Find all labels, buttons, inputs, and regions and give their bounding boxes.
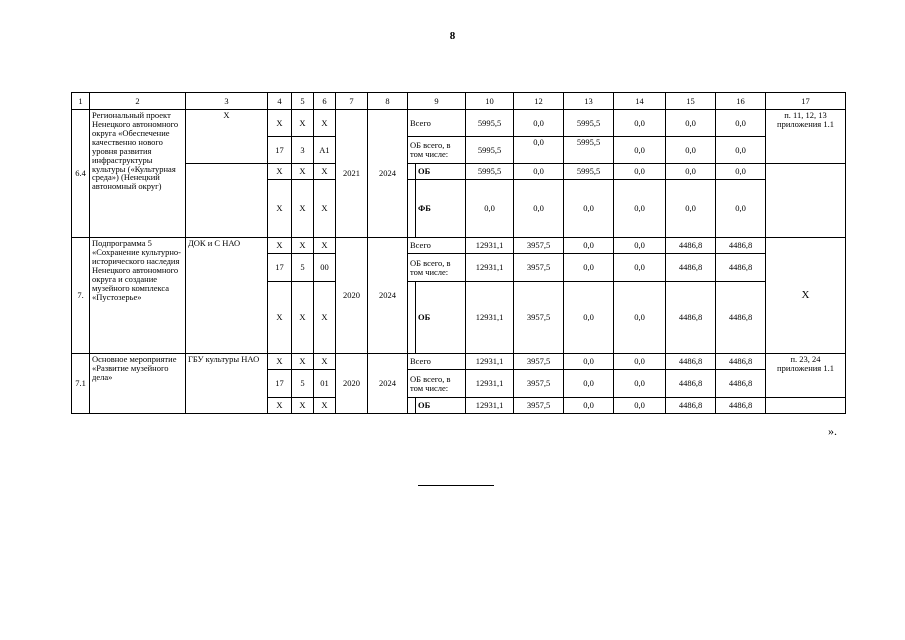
row-executor: ГБУ культуры НАО [186,354,268,414]
header-cell: 8 [368,93,408,110]
cell-v10: 12931,1 [466,370,514,398]
cell-v10: 0,0 [466,180,514,238]
indent-cell [408,398,416,414]
table-row [72,238,846,254]
cell-v16: 4486,8 [716,282,766,354]
cell-v16: 4486,8 [716,370,766,398]
cell-v16: 0,0 [716,110,766,137]
row-name: Основное мероприятие «Развитие музейного дела» [90,354,186,414]
cell-v16: 0,0 [716,137,766,164]
cell-v10: 5995,5 [466,110,514,137]
divider-line [418,485,494,486]
cell-v10: 12931,1 [466,282,514,354]
cell-v12: 0,0 [514,137,564,164]
indent-cell [408,282,416,354]
row-note: Х [766,238,846,354]
cell-label: ФБ [416,180,466,238]
cell-v12: 3957,5 [514,282,564,354]
cell-v10: 12931,1 [466,354,514,370]
cell-v15: 4486,8 [666,238,716,254]
cell-label: ОБ [416,398,466,414]
cell-v16: 4486,8 [716,254,766,282]
cell-v10: 12931,1 [466,254,514,282]
header-cell: 1 [72,93,90,110]
cell-v14: 0,0 [614,282,666,354]
cell-label: ОБ [416,164,466,180]
cell-v10: 12931,1 [466,238,514,254]
cell-c5: Х [292,164,314,180]
cell-v13: 0,0 [564,354,614,370]
cell-label: ОБ всего, в том числе: [408,137,466,164]
cell-v12: 0,0 [514,180,564,238]
cell-c5: Х [292,180,314,238]
cell-v14: 0,0 [614,137,666,164]
row-executor-filler [186,164,268,238]
header-cell: 15 [666,93,716,110]
row-end-year: 2024 [368,238,408,354]
cell-v12: 3957,5 [514,370,564,398]
cell-v14: 0,0 [614,254,666,282]
table-row [72,110,846,137]
row-name: Региональный проект Ненецкого автономного округа «Обеспечение качественно нового уровня развития инфраструктуры культуры («Культурная среда») (Ненецкий автономный округ) [90,110,186,238]
cell-v10: 5995,5 [466,164,514,180]
header-cell: 12 [514,93,564,110]
cell-c6: Х [314,164,336,180]
header-cell: 4 [268,93,292,110]
row-start-year: 2020 [336,354,368,414]
row-note-filler [766,398,846,414]
cell-c4: Х [268,180,292,238]
header-cell: 14 [614,93,666,110]
cell-label: ОБ всего, в том числе: [408,254,466,282]
cell-v14: 0,0 [614,354,666,370]
cell-v15: 0,0 [666,137,716,164]
header-cell: 5 [292,93,314,110]
header-cell: 13 [564,93,614,110]
cell-c5: 3 [292,137,314,164]
row-number: 7. [72,238,90,354]
cell-v12: 3957,5 [514,398,564,414]
cell-c5: Х [292,398,314,414]
cell-v12: 3957,5 [514,238,564,254]
row-note: п. 23, 24 приложения 1.1 [766,354,846,398]
cell-label: Всего [408,354,466,370]
cell-v14: 0,0 [614,110,666,137]
cell-c6: Х [314,354,336,370]
cell-v14: 0,0 [614,164,666,180]
cell-label: Всего [408,238,466,254]
row-start-year: 2020 [336,238,368,354]
cell-v13: 0,0 [564,238,614,254]
cell-v16: 4486,8 [716,398,766,414]
cell-v13: 0,0 [564,254,614,282]
cell-v13: 5995,5 [564,164,614,180]
row-number: 7.1 [72,354,90,414]
closing-quote-mark: ». [828,424,837,438]
cell-v12: 0,0 [514,164,564,180]
cell-v15: 0,0 [666,180,716,238]
row-end-year: 2024 [368,110,408,238]
header-cell: 7 [336,93,368,110]
cell-c6: 00 [314,254,336,282]
cell-v15: 4486,8 [666,254,716,282]
row-number: 6.4 [72,110,90,238]
cell-c4: Х [268,282,292,354]
row-executor: ДОК и С НАО [186,238,268,354]
cell-c4: Х [268,110,292,137]
cell-label: Всего [408,110,466,137]
row-name: Подпрограмма 5 «Сохранение культурно-исторического наследия Ненецкого автономного округа и создание музейного комплекса «Пустозерье» [90,238,186,354]
cell-c5: Х [292,238,314,254]
header-cell: 6 [314,93,336,110]
cell-v14: 0,0 [614,398,666,414]
cell-v10: 5995,5 [466,137,514,164]
cell-c6: Х [314,110,336,137]
cell-c5: 5 [292,254,314,282]
cell-v15: 0,0 [666,164,716,180]
cell-c6: А1 [314,137,336,164]
indent-cell [408,164,416,180]
cell-c4: Х [268,398,292,414]
cell-v15: 0,0 [666,110,716,137]
cell-c4: 17 [268,254,292,282]
program-table [71,92,846,414]
cell-label: ОБ всего, в том числе: [408,370,466,398]
cell-v13: 0,0 [564,370,614,398]
cell-v15: 4486,8 [666,282,716,354]
header-row [72,93,846,110]
row-executor: Х [186,110,268,164]
cell-v16: 0,0 [716,164,766,180]
cell-c5: Х [292,110,314,137]
cell-c6: Х [314,282,336,354]
cell-v15: 4486,8 [666,398,716,414]
cell-c5: Х [292,354,314,370]
header-cell: 2 [90,93,186,110]
row-note-filler [766,164,846,238]
cell-c6: 01 [314,370,336,398]
cell-c6: Х [314,398,336,414]
header-cell: 9 [408,93,466,110]
cell-c4: 17 [268,370,292,398]
cell-v15: 4486,8 [666,370,716,398]
cell-c4: Х [268,354,292,370]
header-cell: 16 [716,93,766,110]
cell-v16: 0,0 [716,180,766,238]
cell-v13: 0,0 [564,398,614,414]
table-row [72,164,846,180]
row-end-year: 2024 [368,354,408,414]
cell-c4: Х [268,238,292,254]
cell-v10: 12931,1 [466,398,514,414]
cell-v14: 0,0 [614,238,666,254]
header-cell: 3 [186,93,268,110]
page-number: 8 [449,30,456,42]
indent-cell [408,180,416,238]
cell-v13: 0,0 [564,180,614,238]
cell-c6: Х [314,180,336,238]
cell-v16: 4486,8 [716,238,766,254]
cell-c4: 17 [268,137,292,164]
cell-c4: Х [268,164,292,180]
cell-v14: 0,0 [614,370,666,398]
row-note: п. 11, 12, 13 приложения 1.1 [766,110,846,164]
cell-v14: 0,0 [614,180,666,238]
cell-v16: 4486,8 [716,354,766,370]
cell-v13: 5995,5 [564,110,614,137]
cell-label: ОБ [416,282,466,354]
header-cell: 17 [766,93,846,110]
header-cell: 10 [466,93,514,110]
cell-v13: 0,0 [564,282,614,354]
table-row [72,354,846,370]
row-start-year: 2021 [336,110,368,238]
cell-v13: 5995,5 [564,137,614,164]
cell-v12: 3957,5 [514,354,564,370]
cell-v12: 0,0 [514,110,564,137]
cell-v15: 4486,8 [666,354,716,370]
cell-c5: 5 [292,370,314,398]
cell-v12: 3957,5 [514,254,564,282]
cell-c6: Х [314,238,336,254]
cell-c5: Х [292,282,314,354]
